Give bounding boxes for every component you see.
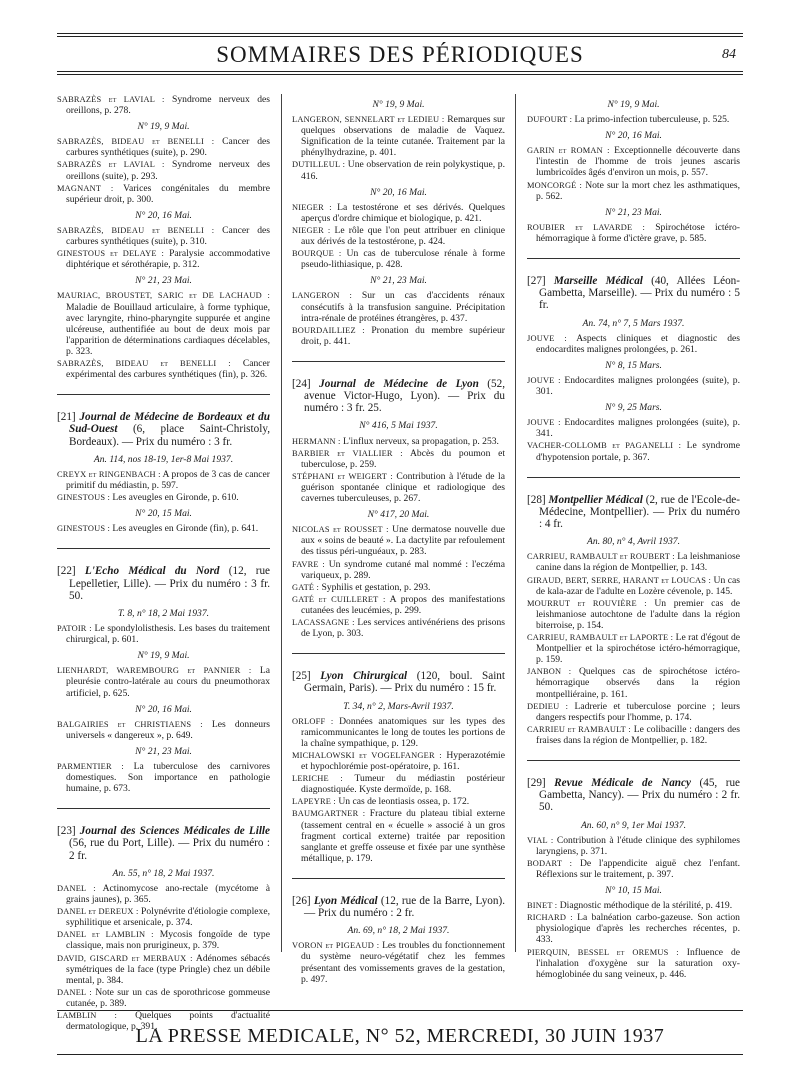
issue-heading: T. 8, n° 18, 2 Mai 1937.	[117, 607, 210, 619]
header-rule-bottom-inner	[57, 74, 743, 75]
article-entry	[527, 947, 740, 980]
article-entry	[292, 471, 505, 504]
article-title: Contribution à l'étude clinique des syphilomes laryngiens, p. 371.	[536, 834, 740, 857]
journal-details: (120, boul. Saint Germain, Paris). — Prix du numéro : 15 fr.	[304, 670, 506, 695]
article-authors: NICOLAS et ROUSSET :	[292, 525, 389, 535]
journal-heading	[292, 670, 505, 694]
journal-details: (6, place Saint-Christoly, Bordeaux). — Prix du numéro : 3 fr.	[69, 423, 271, 448]
article-entry	[292, 436, 505, 447]
article-title: Les services antivénériens des prisons de Lyon, p. 303.	[301, 616, 505, 640]
footer-citation: LA PRESSE MEDICALE, N° 52, MERCREDI, 30 JUIN 1937	[135, 1025, 665, 1047]
article-title: Un premier cas de leishmaniose autochtone de l'adulte dans la région biterroise, p. 154.	[536, 597, 741, 631]
article-title: Note sur un cas de sporothricose gommeuse cutanée, p. 389.	[66, 986, 270, 1009]
article-entry	[57, 987, 270, 1009]
journal-number: [26]	[292, 894, 311, 907]
article-entry	[527, 858, 740, 880]
article-authors: GINESTOUS et DELAYE :	[57, 249, 165, 259]
footer-rule-bottom	[57, 1054, 743, 1055]
article-authors: SABRAZÈS, BIDEAU et BENELLI :	[57, 137, 215, 147]
column-right	[527, 94, 740, 981]
issue-heading: An. 55, n° 18, 2 Mai 1937.	[112, 867, 215, 879]
journal-number: [29]	[527, 776, 546, 789]
article-authors: HERMANN :	[292, 436, 341, 446]
article-title: Un cas de tuberculose rénale à forme pseudo-lithiasique, p. 428.	[301, 248, 505, 271]
article-entry	[57, 358, 270, 380]
journal-title: Marseille Médical	[553, 275, 643, 288]
journal-heading	[57, 825, 270, 862]
article-title: Le rat d'égout de Montpellier et la spirochétose ictéro-hémorragique, p. 159.	[536, 632, 740, 666]
article-authors: SABRAZÈS et LAVIAL :	[57, 160, 165, 170]
article-authors: JOUVE :	[527, 418, 561, 428]
issue-heading: N° 9, 25 Mars.	[605, 402, 662, 414]
article-title: Varices congénitales du membre supérieur droit, p. 300.	[66, 182, 271, 205]
article-title: Mycosis fongoïde de type classique, mais non prurigineux, p. 379.	[66, 929, 270, 952]
journal-title: Lyon Chirurgical	[320, 670, 408, 683]
article-title: Remarques sur quelques observations de maladie de Vaquez. Signification de la teinte cutanée. Traitement par la phénylhydrazine, p. 401.	[301, 114, 505, 159]
issue-heading: N° 10, 15 Mai.	[605, 885, 662, 897]
article-authors: ROUBIER et LAVARDE :	[527, 222, 645, 232]
journal-title: Lyon Médical	[313, 894, 378, 907]
footer-rule-top	[57, 1010, 743, 1011]
article-authors: GATÉ :	[292, 582, 320, 592]
journal-heading	[292, 378, 505, 415]
issue-heading: N° 20, 16 Mai.	[605, 130, 662, 142]
article-authors: RICHARD :	[527, 913, 573, 923]
article-title: L'influx nerveux, sa propagation, p. 253.	[342, 435, 499, 447]
article-entry	[57, 929, 270, 951]
article-title: Actinomycose ano-rectale (mycétome à grains jaunes), p. 365.	[66, 882, 270, 906]
article-title: Sur un cas d'accidents rénaux consécutifs à la transfusion sanguine. Précipitation intra-rénale de protéines étrangères, p. 437.	[301, 290, 505, 324]
journal-heading	[527, 275, 740, 312]
article-entry	[527, 900, 740, 911]
journal-heading	[527, 777, 740, 814]
article-title: Exceptionnelle découverte dans l'intestin de l'homme de trois jeunes ascaris lumbricoïdes âgés d'environ un mois, p. 557.	[536, 145, 740, 179]
article-entry	[57, 159, 270, 181]
article-title: Abcès du poumon et tuberculose, p. 259.	[301, 447, 505, 470]
article-authors: SABRAZÈS, BIDEAU et BENELLI :	[57, 225, 215, 235]
issue-heading: N° 21, 23 Mai.	[135, 745, 192, 757]
journal-number: [22]	[57, 565, 76, 578]
article-entry	[57, 953, 270, 986]
journal-heading	[292, 895, 505, 919]
journal-details: (52, avenue Victor-Hugo, Lyon). — Prix du numéro : 3 fr. 25.	[304, 377, 505, 415]
article-authors: GATÉ et CUILLERET :	[292, 594, 386, 604]
article-title: Le rôle que l'on peut attribuer en clinique aux dérivés de la testostérone, p. 424.	[301, 224, 505, 248]
article-entry	[527, 598, 740, 631]
article-title: Les troubles du fonctionnement du système neuro-végétatif chez les femmes présentant des vomissements graves de la gestation, p. 497.	[301, 940, 505, 985]
article-entry	[292, 290, 505, 323]
article-title: Note sur la mort chez les asthmatiques, p. 562.	[536, 179, 740, 202]
journal-number: [23]	[57, 825, 76, 838]
article-title: Ladrerie et tuberculose porcine ; leurs dangers respectifs pour l'homme, p. 174.	[536, 700, 740, 723]
article-title: La primo-infection tuberculeuse, p. 525.	[574, 114, 730, 126]
article-entry	[527, 701, 740, 723]
article-authors: PARMENTIER :	[57, 761, 124, 771]
article-entry	[527, 222, 740, 244]
article-authors: CARRIEU, RAMBAULT et ROUBERT :	[527, 552, 675, 562]
article-authors: BODART :	[527, 858, 573, 868]
issue-heading: N° 8, 15 Mars.	[605, 359, 662, 371]
article-authors: PATOIR :	[57, 624, 92, 634]
article-entry	[57, 290, 270, 357]
article-title: Une observation de rein polykystique, p. 416.	[301, 159, 505, 182]
journal-heading	[57, 411, 270, 448]
issue-heading: An. 114, nos 18-19, 1er-8 Mai 1937.	[93, 453, 234, 465]
article-authors: VORON et PIGEAUD :	[292, 941, 380, 951]
issue-heading: An. 74, n° 7, 5 Mars 1937.	[582, 317, 685, 329]
article-authors: BALGAIRIES et CHRISTIAENS :	[57, 719, 203, 729]
section-separator	[292, 878, 505, 879]
article-authors: LIENHARDT, WAREMBOURG et PANNIER :	[57, 666, 252, 676]
article-title: La testostérone et ses dérivés. Quelques aperçus d'ordre chimique et biologique, p. 421.	[301, 201, 505, 224]
journal-heading	[527, 494, 740, 531]
article-title: Quelques cas de spirochétose ictéro-hémorragique observés dans la région montpelliéraine, p. 161.	[536, 666, 740, 700]
article-title: La pleurésie contro-latérale au cours du pneumothorax artificiel, p. 625.	[66, 665, 270, 699]
article-title: Cancer des carbures synthétiques (suite), p. 290.	[66, 136, 271, 159]
section-separator	[57, 808, 270, 809]
issue-heading: N° 20, 16 Mai.	[135, 703, 192, 715]
article-title: Un cas de kala-azar de l'adulte en Lozère cévenole, p. 145.	[536, 574, 740, 597]
journal-details: (40, Allées Léon-Gambetta, Marseille). — Prix du numéro : 5 fr.	[539, 275, 740, 312]
article-title: Syndrome nerveux des oreillons, p. 278.	[66, 94, 270, 117]
journal-details: (12, rue de la Barre, Lyon). — Prix du numéro : 2 fr.	[304, 894, 506, 920]
article-title: Maladie de Bouillaud articulaire, à forme typhique, avec laryngite, rhino-pharyngite suppurée et angine ulcéreuse, authentifiée au bout de deux mois par l'apparition de déterminations cardiaques décelables, p. 323.	[66, 301, 270, 357]
article-authors: DEDIEU :	[527, 701, 569, 711]
article-entry	[57, 183, 270, 205]
article-entry	[527, 417, 740, 439]
article-entry	[292, 448, 505, 470]
article-authors: DANEL :	[57, 883, 96, 893]
journal-number: [25]	[292, 670, 311, 683]
article-authors: PIERQUIN, BESSEL et OREMUS :	[527, 947, 679, 957]
issue-heading: N° 21, 23 Mai.	[135, 275, 192, 287]
header-rule-bottom	[57, 71, 743, 72]
article-entry	[57, 492, 270, 503]
article-entry	[527, 724, 740, 746]
issue-heading: N° 19, 9 Mai.	[607, 99, 660, 110]
section-separator	[292, 653, 505, 654]
column-divider	[515, 94, 516, 952]
article-authors: LACASSAGNE :	[292, 617, 355, 627]
article-authors: MOURRUT et ROUVIÈRE :	[527, 598, 647, 608]
article-authors: GIRAUD, BERT, SERRE, HARANT et LOUCAS :	[527, 575, 712, 585]
issue-heading: N° 417, 20 Mai.	[367, 509, 430, 521]
article-authors: SABRAZÈS, BIDEAU et BENELLI :	[57, 358, 231, 368]
article-authors: GINESTOUS :	[57, 493, 110, 503]
article-title: Un syndrome cutané mal nommé : l'eczéma variqueux, p. 289.	[301, 558, 505, 581]
article-authors: BOURDAILLIEZ :	[292, 325, 365, 335]
issue-heading: N° 20, 16 Mai.	[135, 209, 192, 221]
article-authors: BAUMGARTNER :	[292, 809, 366, 819]
article-authors: GINESTOUS :	[57, 524, 110, 534]
article-entry	[292, 524, 505, 557]
article-entry	[527, 666, 740, 699]
column-left	[57, 94, 270, 1033]
article-entry	[292, 202, 505, 224]
article-title: A propos des manifestations cutanées des leucémies, p. 299.	[301, 593, 506, 616]
article-entry	[292, 716, 505, 749]
section-separator	[527, 258, 740, 259]
header-rule-top	[57, 33, 743, 34]
article-title: Pronation du membre supérieur droit, p. 441.	[301, 324, 505, 347]
article-title: Le colibacille : dangers des fraises dans la région de Montpellier, p. 182.	[536, 723, 740, 746]
article-entry	[527, 375, 740, 397]
article-authors: VIAL :	[527, 835, 554, 845]
article-authors: GARIN et ROMAN :	[527, 146, 610, 156]
article-authors: SABRAZÈS et LAVIAL :	[57, 95, 165, 104]
article-title: Spirochétose ictéro-hémorragique à forme d'ictère grave, p. 585.	[536, 221, 741, 244]
article-entry	[527, 551, 740, 573]
article-title: Quelques points d'actualité dermatologique, p. 391.	[66, 1009, 270, 1033]
issue-heading: N° 20, 15 Mai.	[135, 508, 192, 520]
article-entry	[57, 906, 270, 928]
article-title: Données anatomiques sur les types des ramicommunicantes le long de toutes les portions de la chaîne sympathique, p. 129.	[301, 715, 505, 749]
header-rule-top-inner	[57, 36, 743, 37]
article-authors: DUFOURT :	[527, 115, 573, 125]
issue-heading: N° 21, 23 Mai.	[370, 275, 427, 287]
journal-number: [27]	[527, 275, 546, 288]
issue-heading: An. 80, n° 4, Avril 1937.	[587, 536, 680, 548]
article-entry	[527, 440, 740, 462]
issue-heading: N° 416, 5 Mai 1937.	[359, 420, 438, 432]
article-entry	[57, 94, 270, 116]
article-entry	[527, 835, 740, 857]
article-title: Le syndrome d'hypotension portale, p. 367.	[536, 440, 740, 463]
article-authors: BINET :	[527, 901, 558, 911]
article-entry	[57, 469, 270, 491]
article-authors: NIEGER :	[292, 225, 331, 235]
article-authors: DAVID, GISCARD et MERBAUX :	[57, 953, 193, 963]
article-title: Une dermatose nouvelle due aux « soins de beauté ». La dactylite par refoulement des tissus péri-unguéaux, p. 283.	[301, 524, 505, 558]
article-entry	[527, 333, 740, 355]
article-title: Fracture du plateau tibial externe (tassement central en « écuelle » associé à un gros fragment cortical externe) traitée par reposition sanglante et greffe osseuse et fixée par une synthèse métallique, p. 179.	[301, 808, 505, 864]
journal-heading	[57, 565, 270, 602]
journal-number: [24]	[292, 377, 311, 390]
journal-title: Revue Médicale de Nancy	[554, 776, 691, 789]
issue-heading: N° 20, 16 Mai.	[370, 186, 427, 198]
article-authors: NIEGER :	[292, 202, 332, 212]
journal-details: (45, rue Gambetta, Nancy). — Prix du numéro : 2 fr. 50.	[539, 776, 741, 814]
issue-heading: An. 60, n° 9, 1er Mai 1937.	[580, 819, 687, 831]
article-authors: LANGERON :	[292, 291, 352, 301]
article-entry	[57, 883, 270, 905]
article-entry	[57, 665, 270, 698]
article-title: Paralysie accommodative diphtérique et sérothérapie, p. 312.	[66, 248, 270, 271]
article-entry	[527, 912, 740, 945]
issue-heading: T. 34, n° 2, Mars-Avril 1937.	[343, 700, 454, 712]
article-title: Le spondylolisthesis. Les bases du traitement chirurgical, p. 601.	[66, 623, 270, 646]
article-title: Tumeur du médiastin postérieur diagnostiquée. Kyste dermoïde, p. 168.	[301, 773, 506, 796]
article-entry	[292, 225, 505, 247]
section-separator	[57, 394, 270, 395]
article-authors: LAPEYRE :	[292, 797, 336, 807]
article-entry	[57, 225, 270, 247]
column-divider	[281, 94, 282, 952]
article-title: Cancer des carbures synthétiques (suite), p. 310.	[66, 224, 271, 248]
article-authors: JANBON :	[527, 667, 572, 677]
article-title: Les donneurs universels « dangereux », p. 649.	[66, 718, 270, 741]
article-entry	[292, 808, 505, 863]
article-authors: DANEL et DEREUX :	[57, 907, 139, 917]
article-authors: LERICHE :	[292, 774, 343, 784]
article-entry	[292, 750, 505, 772]
article-title: Endocardites malignes prolongées (suite), p. 301.	[536, 375, 740, 398]
article-authors: BOURQUE :	[292, 249, 342, 259]
article-title: La tuberculose des carnivores domestiques. Son importance en pathologie humaine, p. 673.	[66, 760, 270, 795]
journal-details: (56, rue du Port, Lille). — Prix du numéro : 2 fr.	[69, 837, 270, 862]
article-entry	[57, 761, 270, 794]
article-title: Cancer expérimental des carbures synthétiques (fin), p. 326.	[66, 357, 270, 381]
article-authors: CREYX et RINGENBACH :	[57, 469, 161, 479]
article-entry	[57, 136, 270, 158]
article-authors: LAMBLIN :	[57, 1010, 118, 1020]
issue-heading: N° 19, 9 Mai.	[372, 99, 425, 110]
article-authors: JOUVE :	[527, 376, 561, 386]
article-title: De l'appendicite aiguë chez l'enfant. Réflexions sur le traitement, p. 397.	[536, 857, 740, 880]
issue-heading: An. 69, n° 18, 2 Mai 1937.	[347, 925, 450, 937]
journal-details: (12, rue Lepelletier, Lille). — Prix du numéro : 3 fr. 50.	[69, 565, 271, 602]
article-title: Contribution à l'étude de la guérison spontanée clinique et radiologique des cavernes tuberculeuses, p. 267.	[301, 470, 505, 505]
article-authors: STÉPHANI et WEIGERT :	[292, 471, 393, 481]
article-title: Hyperazotémie et hypochlorémie post-opératoire, p. 161.	[301, 749, 505, 773]
article-title: Polynévrite d'étiologie complexe, syphilitique et arsenicale, p. 374.	[66, 906, 270, 929]
article-authors: DANEL et LAMBLIN :	[57, 930, 154, 940]
article-authors: CARRIEU, RAMBAULT et LAPORTE :	[527, 633, 674, 643]
article-authors: CARRIEU et RAMBAULT :	[527, 724, 631, 734]
article-entry	[292, 114, 505, 158]
article-authors: DANEL :	[57, 987, 92, 997]
journal-details: (2, rue de l'Ecole-de-Médecine, Montpellier). — Prix du numéro : 4 fr.	[539, 493, 740, 531]
article-entry	[292, 796, 505, 807]
article-entry	[57, 719, 270, 741]
article-entry	[292, 773, 505, 795]
column-middle	[292, 94, 505, 986]
article-entry	[57, 623, 270, 645]
article-entry	[527, 145, 740, 178]
article-entry	[292, 940, 505, 984]
article-authors: MONCORGÉ :	[527, 180, 583, 190]
article-entry	[292, 617, 505, 639]
article-entry	[292, 594, 505, 616]
article-authors: MAGNANT :	[57, 183, 114, 193]
article-authors: ORLOFF :	[292, 716, 334, 726]
article-authors: DUTILLEUL :	[292, 160, 346, 170]
article-title: Influence de l'inhalation d'oxygène sur la saturation oxy-hémoglobinée du sang veineux, p. 446.	[536, 946, 740, 980]
journal-title: Montpellier Médical	[548, 493, 643, 506]
journal-title: Journal des Sciences Médicales de Lille	[79, 825, 271, 838]
page-title: SOMMAIRES DES PÉRIODIQUES	[216, 42, 584, 67]
journal-number: [28]	[527, 493, 546, 506]
article-title: Adénomes sébacés symétriques de la face (type Pringle) chez un débile mental, p. 384.	[66, 952, 271, 986]
section-separator	[527, 760, 740, 761]
article-title: A propos de 3 cas de cancer primitif du médiastin, p. 597.	[66, 468, 270, 491]
article-title: Syndrome nerveux des oreillons (suite), p. 293.	[66, 159, 270, 182]
article-entry	[292, 248, 505, 270]
issue-heading: N° 19, 9 Mai.	[137, 650, 190, 662]
article-entry	[57, 248, 270, 270]
article-entry	[292, 159, 505, 181]
journal-title: Journal de Médecine de Lyon	[319, 377, 479, 390]
issue-heading: N° 21, 23 Mai.	[605, 206, 662, 218]
journal-title: L'Echo Médical du Nord	[84, 565, 220, 578]
section-separator	[527, 477, 740, 478]
article-title: Les aveugles en Gironde, p. 610.	[112, 492, 239, 504]
article-authors: BARBIER et VIALLIER :	[292, 448, 403, 458]
journal-number: [21]	[57, 411, 76, 424]
article-title: Les aveugles en Gironde (fin), p. 641.	[112, 523, 259, 535]
article-entry	[527, 575, 740, 597]
article-title: La balnéation carbo-gazeuse. Son action physiologique d'après les recherches récentes, p. 433.	[536, 912, 740, 946]
journal-title: Journal de Médecine de Bordeaux et du Sud-Ouest	[69, 411, 270, 436]
article-entry	[57, 523, 270, 534]
article-title: Diagnostic méthodique de la stérilité, p. 419.	[559, 900, 733, 912]
article-title: Aspects cliniques et diagnostic des endocardites malignes prolongées, p. 261.	[536, 332, 740, 355]
article-entry	[292, 559, 505, 581]
article-authors: VACHER-COLLOMB et PAGANELLI :	[527, 441, 682, 451]
issue-heading: N° 19, 9 Mai.	[137, 121, 190, 133]
article-entry	[527, 114, 740, 125]
article-title: Syphilis et gestation, p. 293.	[321, 581, 431, 593]
section-separator	[292, 361, 505, 362]
article-authors: MICHALOWSKI et VOGELFANGER :	[292, 750, 442, 760]
article-title: Un cas de leontiasis ossea, p. 172.	[338, 796, 470, 808]
section-separator	[57, 548, 270, 549]
article-entry	[292, 325, 505, 347]
article-title: La leishmaniose canine dans la région de Montpellier, p. 143.	[536, 551, 741, 574]
article-entry	[527, 632, 740, 665]
article-entry	[292, 582, 505, 593]
article-authors: LANGERON, SENNELART et LEDIEU :	[292, 115, 445, 125]
article-authors: MAURIAC, BROUSTET, SARIC et DE LACHAUD :	[57, 291, 270, 301]
article-title: Endocardites malignes prolongées (suite), p. 341.	[536, 417, 740, 440]
article-authors: JOUVE :	[527, 333, 567, 343]
article-authors: FAVRE :	[292, 559, 325, 569]
page-number: 84	[722, 47, 736, 62]
article-entry	[527, 180, 740, 202]
